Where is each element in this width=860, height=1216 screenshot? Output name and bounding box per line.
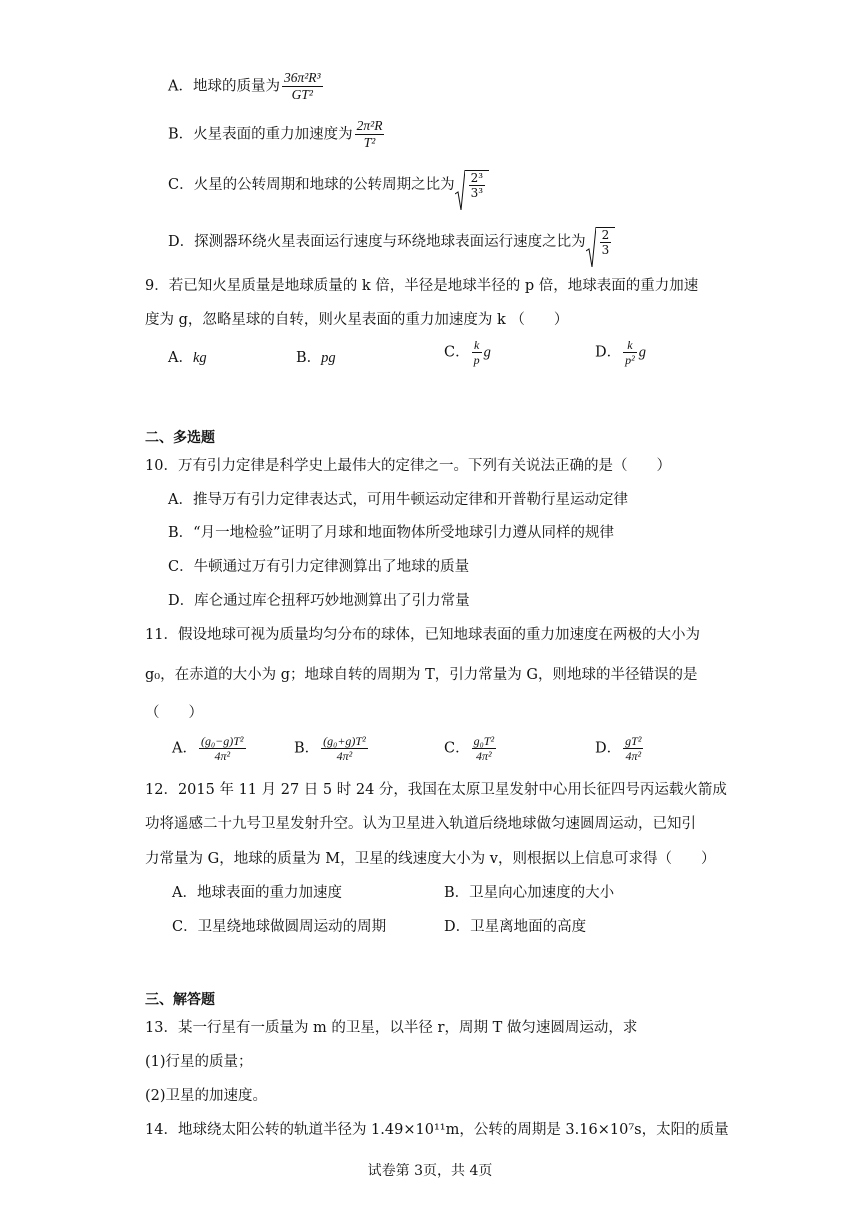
q8-option-b-label: B．火星表面的重力加速度为 bbox=[168, 126, 353, 143]
q13-stem: 13．某一行星有一质量为 m 的卫星，以半径 r，周期 T 做匀速圆周运动，求 bbox=[145, 1020, 638, 1036]
fraction-denominator: GT² bbox=[291, 87, 313, 102]
q9-option-b bbox=[296, 348, 336, 368]
option-label: A． bbox=[172, 740, 197, 757]
fraction-numerator: (g₀−g)T² bbox=[200, 734, 244, 748]
q12-option-a: A．地球表面的重力加速度 bbox=[172, 885, 342, 901]
q12-option-c: C．卫星绕地球做圆周运动的周期 bbox=[172, 919, 387, 935]
q10-stem: 10．万有引力定律是科学史上最伟大的定律之一。下列有关说法正确的是（ ） bbox=[145, 458, 671, 474]
q8-option-a bbox=[168, 70, 325, 103]
q8-option-b-fraction bbox=[355, 118, 385, 151]
radical-sign-icon bbox=[586, 227, 596, 267]
q11-option-b bbox=[294, 734, 370, 763]
page-footer: 试卷第 3页，共 4页 bbox=[367, 1163, 493, 1179]
q8-option-b bbox=[168, 118, 386, 151]
option-label: C． bbox=[444, 740, 470, 757]
fraction-numerator: g₀T² bbox=[473, 734, 495, 748]
q11-stem-line1: 11．假设地球可视为质量均匀分布的球体，已知地球表面的重力加速度在两极的大小为 bbox=[145, 627, 700, 643]
fraction-denominator: p bbox=[473, 353, 480, 367]
option-label: D． bbox=[595, 740, 622, 757]
fraction-denominator: 4π² bbox=[214, 749, 231, 763]
fraction-denominator: 3³ bbox=[470, 186, 484, 200]
q12-stem-line1: 12．2015 年 11 月 27 日 5 时 24 分，我国在太原卫星发射中心用长征四号丙运载火箭成 bbox=[145, 782, 727, 798]
fraction-numerator: (g₀+g)T² bbox=[323, 734, 366, 748]
q11-stem-line2: g₀，在赤道的大小为 g；地球自转的周期为 T，引力常量为 G，则地球的半径错误的是 bbox=[145, 667, 698, 683]
option-label: D． bbox=[595, 344, 622, 361]
section-heading-problems: 三、解答题 bbox=[145, 992, 215, 1008]
q10-option-a: A．推导万有引力定律表达式，可用牛顿运动定律和开普勒行星运动定律 bbox=[168, 492, 628, 508]
q9-stem-line2: 度为 g，忽略星球的自转，则火星表面的重力加速度为 k （ ） bbox=[145, 312, 569, 328]
q9-option-c bbox=[444, 338, 491, 367]
q8-option-c-fraction bbox=[469, 171, 485, 200]
q9-stem-line1: 9．若已知火星质量是地球质量的 k 倍，半径是地球半径的 p 倍，地球表面的重力加速 bbox=[145, 278, 699, 294]
q8-option-c bbox=[168, 170, 489, 200]
sqrt-symbol bbox=[455, 170, 489, 200]
q12-stem-line3: 力常量为 G，地球的质量为 M，卫星的线速度大小为 v，则根据以上信息可求得（ ） bbox=[145, 851, 716, 867]
fraction-numerator: 2π²R bbox=[356, 118, 383, 133]
q8-option-c-label: C．火星的公转周期和地球的公转周期之比为 bbox=[168, 177, 455, 193]
q9-option-d bbox=[595, 338, 646, 367]
q11-option-d-fraction bbox=[623, 734, 643, 763]
fraction-numerator: gT² bbox=[625, 734, 642, 748]
fraction-numerator: k bbox=[472, 338, 482, 353]
option-value: pg bbox=[321, 350, 336, 366]
radical-sign-icon bbox=[455, 170, 465, 210]
fraction-numerator: 2³ bbox=[470, 171, 484, 185]
q10-option-c: C．牛顿通过万有引力定律测算出了地球的质量 bbox=[168, 559, 470, 575]
fraction-denominator: 4π² bbox=[336, 749, 353, 763]
option-label: C． bbox=[444, 344, 470, 361]
option-tail: g bbox=[483, 344, 491, 361]
q11-option-c bbox=[444, 734, 498, 763]
q9-option-d-fraction bbox=[623, 338, 637, 367]
option-label: B． bbox=[296, 350, 322, 366]
option-tail: g bbox=[638, 344, 646, 361]
q10-option-b: B．“月一地检验”证明了月球和地面物体所受地球引力遵从同样的规律 bbox=[168, 525, 614, 541]
q11-option-d bbox=[595, 734, 645, 763]
q12-option-d: D．卫星离地面的高度 bbox=[444, 919, 587, 935]
q11-option-b-fraction bbox=[321, 734, 368, 763]
q8-option-d bbox=[168, 227, 615, 257]
fraction-numerator: k bbox=[623, 338, 637, 353]
q8-option-d-fraction bbox=[600, 228, 612, 257]
q12-option-b: B．卫星向心加速度的大小 bbox=[444, 885, 615, 901]
q11-option-c-fraction bbox=[472, 734, 496, 763]
q8-option-a-label: A．地球的质量为 bbox=[168, 78, 280, 95]
fraction-denominator: 4π² bbox=[476, 749, 492, 763]
fraction-numerator: 36π²R³ bbox=[283, 70, 321, 85]
section-heading-multiple-choice: 二、多选题 bbox=[145, 430, 215, 446]
q13-part1: (1)行星的质量； bbox=[145, 1054, 253, 1070]
option-label: A． bbox=[168, 350, 193, 366]
q9-option-a bbox=[168, 348, 207, 368]
q11-stem-line3: （ ） bbox=[145, 705, 203, 721]
fraction-denominator: p² bbox=[625, 353, 635, 367]
q8-option-a-fraction bbox=[282, 70, 323, 103]
q11-option-a-fraction bbox=[199, 734, 246, 763]
q10-option-d: D．库仑通过库仑扭秤巧妙地测算出了引力常量 bbox=[168, 593, 470, 609]
q14-stem: 14．地球绕太阳公转的轨道半径为 1.49×10¹¹m，公转的周期是 3.16×10⁷s，太阳的质量 bbox=[145, 1122, 729, 1138]
q8-option-d-label: D．探测器环绕火星表面运行速度与环绕地球表面运行速度之比为 bbox=[168, 234, 586, 250]
q9-option-c-fraction bbox=[472, 338, 482, 367]
fraction-numerator: 2 bbox=[601, 228, 610, 242]
fraction-denominator: 4π² bbox=[625, 749, 642, 763]
q12-stem-line2: 功将遥感二十九号卫星发射升空。认为卫星进入轨道后绕地球做匀速圆周运动，已知引 bbox=[145, 816, 696, 832]
option-value: kg bbox=[192, 350, 207, 366]
fraction-denominator: T² bbox=[363, 135, 376, 150]
option-label: B． bbox=[294, 740, 320, 757]
q11-option-a bbox=[172, 734, 248, 763]
fraction-denominator: 3 bbox=[601, 243, 610, 257]
sqrt-symbol bbox=[586, 227, 616, 257]
q13-part2: (2)卫星的加速度。 bbox=[145, 1088, 268, 1104]
